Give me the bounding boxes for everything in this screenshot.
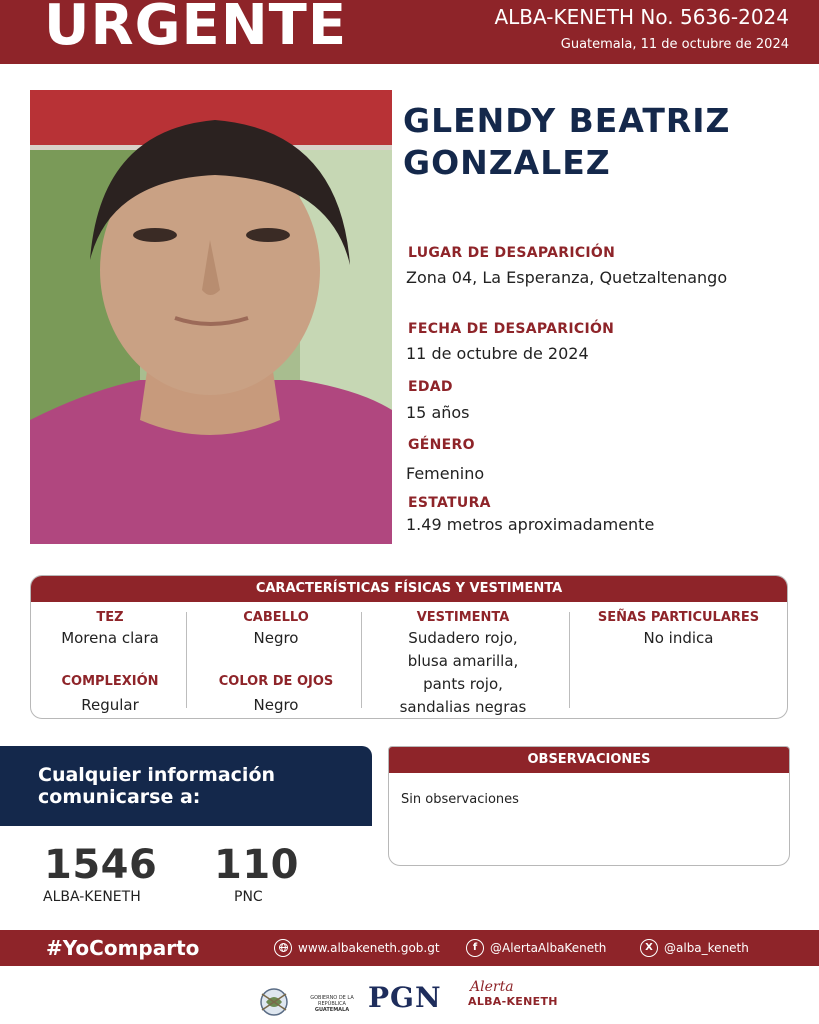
government-line-2: GUATEMALA — [314, 1007, 350, 1013]
facebook-link[interactable]: @AlertaAlbaKeneth — [490, 941, 607, 955]
clothing-item: Sudadero rojo, — [408, 629, 518, 647]
phone-alba-keneth-label: ALBA-KENETH — [43, 889, 141, 905]
complexion-label: COMPLEXIÓN — [61, 674, 159, 689]
phone-alba-keneth[interactable]: 1546 — [44, 842, 158, 888]
complexion-value: Regular — [81, 696, 139, 714]
pgn-logo: PGN — [368, 981, 442, 1014]
alba-keneth-logo: ALBA-KENETH — [468, 995, 558, 1008]
website-link[interactable]: www.albakeneth.gob.gt — [298, 941, 440, 955]
contact-text — [38, 764, 368, 808]
alert-number: ALBA-KENETH No. 5636-2024 — [494, 5, 789, 29]
coat-of-arms-icon — [254, 984, 294, 1020]
contact-line-2: comunicarse a: — [38, 786, 201, 808]
clothing-item: blusa amarilla, — [407, 652, 519, 670]
date-value: 11 de octubre de 2024 — [406, 344, 589, 363]
x-icon: X — [640, 939, 658, 957]
hashtag: #YoComparto — [46, 936, 200, 960]
eye-color-label: COLOR DE OJOS — [218, 674, 334, 689]
phone-pnc-label: PNC — [234, 889, 263, 905]
alert-location-date: Guatemala, 11 de octubre de 2024 — [560, 37, 789, 52]
clothing-label: VESTIMENTA — [416, 610, 510, 625]
characteristics-box — [30, 575, 788, 719]
hair-value: Negro — [253, 629, 299, 647]
tez-value: Morena clara — [61, 629, 159, 647]
x-link[interactable]: @alba_keneth — [664, 941, 749, 955]
observations-text: Sin observaciones — [401, 792, 519, 807]
clothing-item: sandalias negras — [399, 698, 527, 716]
phone-pnc[interactable]: 110 — [214, 842, 299, 888]
observations-title: OBSERVACIONES — [389, 747, 789, 773]
missing-person-photo — [30, 90, 392, 544]
gender-value: Femenino — [406, 464, 485, 483]
hair-label: CABELLO — [243, 610, 309, 625]
height-label: ESTATURA — [408, 495, 491, 511]
tez-label: TEZ — [96, 610, 124, 625]
characteristics-title: CARACTERÍSTICAS FÍSICAS Y VESTIMENTA — [31, 576, 787, 602]
date-label: FECHA DE DESAPARICIÓN — [408, 321, 615, 337]
urgente-title: URGENTE — [44, 0, 348, 58]
eye-color-value: Negro — [253, 696, 299, 714]
marks-label: SEÑAS PARTICULARES — [597, 610, 760, 625]
government-logo-text — [300, 995, 364, 1013]
marks-value: No indica — [643, 629, 714, 647]
place-value: Zona 04, La Esperanza, Quetzaltenango — [406, 268, 728, 287]
alerta-logo-script: Alerta — [470, 979, 514, 995]
column-divider — [186, 612, 187, 708]
gender-label: GÉNERO — [408, 437, 475, 453]
facebook-icon: f — [466, 939, 484, 957]
column-divider — [569, 612, 570, 708]
place-label: LUGAR DE DESAPARICIÓN — [408, 245, 616, 261]
column-divider — [361, 612, 362, 708]
government-line-1: GOBIERNO DE LA REPÚBLICA — [310, 995, 354, 1007]
person-first-names: GLENDY BEATRIZ — [403, 101, 731, 140]
contact-line-1: Cualquier información — [38, 764, 276, 786]
globe-icon — [274, 939, 292, 957]
age-label: EDAD — [408, 379, 453, 395]
observations-box — [388, 746, 790, 866]
person-last-name: GONZALEZ — [403, 143, 611, 182]
age-value: 15 años — [406, 403, 470, 422]
clothing-item: pants rojo, — [423, 675, 503, 693]
clothing-list — [368, 627, 558, 719]
height-value: 1.49 metros aproximadamente — [406, 515, 655, 534]
person-name — [403, 100, 783, 184]
